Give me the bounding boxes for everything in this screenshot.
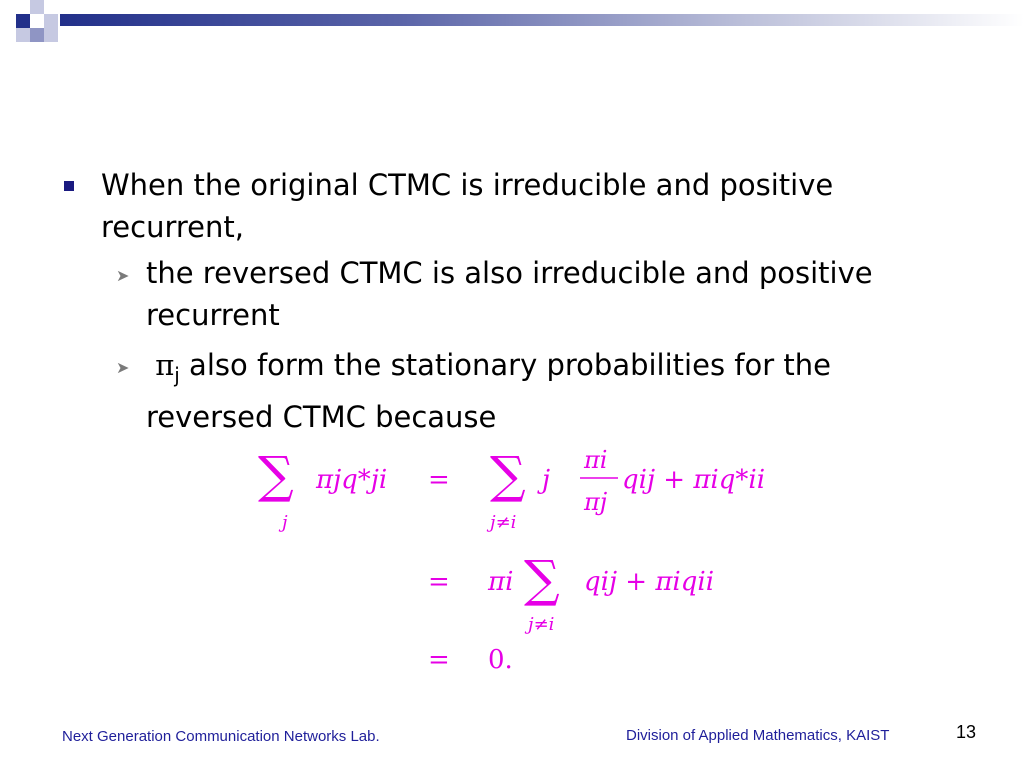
footer-division: Division of Applied Mathematics, KAIST — [626, 727, 890, 744]
arrow-bullet-icon: ➤ — [116, 266, 130, 285]
page-number: 13 — [956, 722, 977, 742]
lhs-terms: πjq*ji — [316, 465, 388, 495]
equals-sign: = — [428, 567, 450, 597]
row2-terms: qij + πiqii — [584, 567, 715, 597]
equals-sign: = — [428, 465, 450, 495]
fraction-denominator: πj — [584, 488, 608, 516]
fraction-numerator: πi — [584, 446, 608, 474]
corner-square-light — [16, 28, 30, 42]
sub-bullet-text: $\pi_j$ also form the stationary probabilities for the reversed CTMC because — [146, 348, 831, 434]
pi-symbol: $\pi_j$ — [155, 348, 180, 387]
sum-symbol: ∑ — [490, 446, 526, 504]
title-gradient-bar — [60, 14, 1024, 26]
sum-subscript: j — [282, 512, 288, 533]
rhs-terms: qij + πiq*ii — [622, 465, 766, 495]
corner-square-light — [30, 0, 44, 14]
corner-square-light — [44, 28, 58, 42]
footer-lab-name: Next Generation Communication Networks Lab. — [62, 728, 380, 745]
square-bullet-icon — [64, 181, 74, 191]
sum-subscript: j≠i — [528, 614, 555, 635]
equals-sign: = — [428, 645, 450, 675]
corner-square-light — [44, 14, 58, 28]
sum-subscript: j≠i — [490, 512, 517, 533]
pi-i: πi — [488, 567, 514, 597]
sub-bullet-text: the reversed CTMC is also irreducible and positive recurrent — [146, 256, 873, 332]
zero-value: 0. — [488, 645, 513, 675]
corner-square-mid — [30, 28, 44, 42]
pi-j: j — [542, 465, 551, 495]
stationary-equation — [252, 440, 792, 680]
sum-symbol: ∑ — [258, 446, 294, 504]
sum-symbol: ∑ — [524, 550, 560, 608]
arrow-bullet-icon: ➤ — [116, 358, 130, 377]
corner-square-dark — [16, 14, 30, 28]
main-bullet-text: When the original CTMC is irreducible and positive recurrent, — [101, 168, 834, 244]
